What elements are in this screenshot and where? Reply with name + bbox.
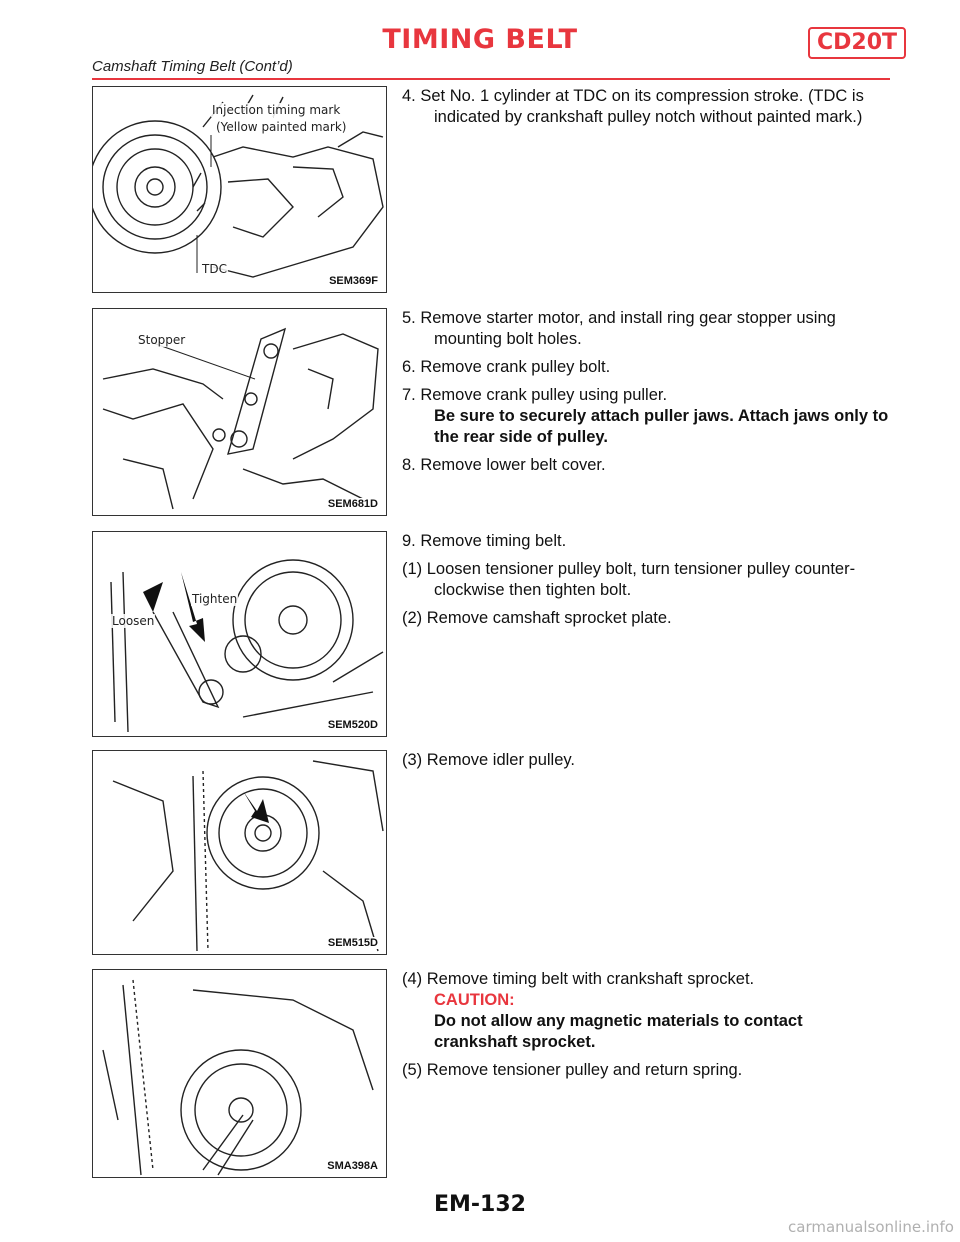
step-9-4-text: (4) Remove timing belt with crankshaft sprocket. — [402, 970, 755, 988]
tensioner-illustration — [93, 532, 387, 737]
figure-sem681d — [92, 308, 387, 516]
step-4: 4. Set No. 1 cylinder at TDC on its compression stroke. (TDC is indicated by crankshaft pulley notch without painted mark.) — [402, 87, 864, 126]
watermark: carmanualsonline.info — [788, 1218, 954, 1236]
figure-label: Loosen — [112, 614, 155, 628]
figure-sem369f — [92, 86, 387, 293]
step-9-3: (3) Remove idler pulley. — [402, 751, 576, 769]
step-5: 5. Remove starter motor, and install ring gear stopper using mounting bolt holes. — [402, 309, 836, 348]
steps-block-5 — [402, 969, 890, 1088]
figure-sma398a — [92, 969, 387, 1178]
figure-label: Stopper — [138, 333, 186, 347]
figure-code: SMA398A — [327, 1160, 378, 1172]
section-subtitle: Camshaft Timing Belt (Cont’d) — [92, 58, 293, 75]
step-7-text: 7. Remove crank pulley using puller. — [402, 386, 668, 404]
pulley-timing-illustration — [93, 87, 387, 293]
step-9-4 — [402, 969, 890, 1053]
header-rule — [92, 78, 890, 80]
figure-sem520d — [92, 531, 387, 737]
idler-pulley-illustration — [93, 751, 387, 955]
step-7-note: Be sure to securely attach puller jaws. Attach jaws only to the rear side of pulley. — [434, 407, 889, 446]
figure-label: Tighten — [192, 592, 238, 606]
page-number: EM-132 — [434, 1192, 526, 1217]
figure-code: SEM515D — [327, 937, 378, 949]
caution-label: CAUTION: — [434, 991, 515, 1009]
step-9-2: (2) Remove camshaft sprocket plate. — [402, 609, 672, 627]
section-title-text: TIMING BELT — [382, 24, 578, 55]
figure-label: (Yellow painted mark) — [216, 120, 347, 134]
steps-block-2 — [402, 308, 890, 483]
figure-code: SEM681D — [327, 498, 378, 510]
figure-sem515d — [92, 750, 387, 955]
steps-block-1 — [402, 86, 890, 135]
figure-code: SEM520D — [327, 719, 378, 731]
step-9: 9. Remove timing belt. — [402, 532, 567, 550]
figure-label: TDC — [202, 262, 227, 276]
figure-code: SEM369F — [329, 275, 378, 287]
step-7 — [402, 385, 890, 448]
step-9-5: (5) Remove tensioner pulley and return spring. — [402, 1061, 743, 1079]
step-6: 6. Remove crank pulley bolt. — [402, 358, 611, 376]
steps-block-4 — [402, 750, 890, 778]
step-8: 8. Remove lower belt cover. — [402, 456, 606, 474]
caution-note: Do not allow any magnetic materials to contact crankshaft sprocket. — [434, 1012, 803, 1051]
crank-sprocket-illustration — [93, 970, 387, 1178]
step-9-1: (1) Loosen tensioner pulley bolt, turn tensioner pulley counter-clockwise then tighten bolt. — [402, 560, 856, 599]
steps-block-3 — [402, 531, 890, 636]
figure-label: Injection timing mark — [212, 103, 341, 117]
engine-code-badge: CD20T — [808, 27, 906, 59]
